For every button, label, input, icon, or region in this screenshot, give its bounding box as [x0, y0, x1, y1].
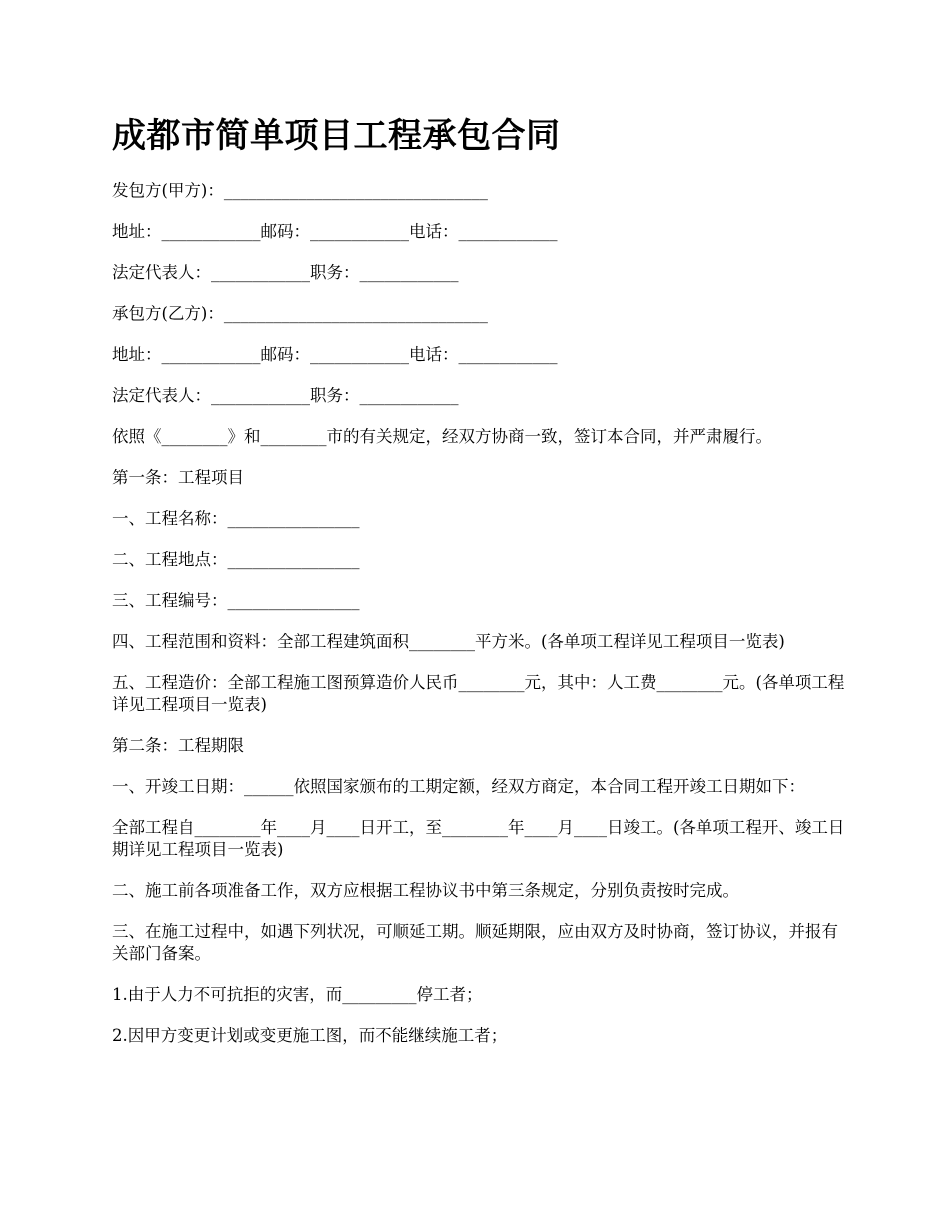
preamble-paragraph: 依照《________》和________市的有关规定，经双方协商一致，签订本合同，并严肃履行。: [112, 427, 772, 446]
document-page: [112, 112, 852, 1066]
party-b-line: 承包方(乙方)：________________________________: [112, 304, 488, 323]
schedule-paragraph: 全部工程自________年____月____日开工，至________年____月____日竣工。(各单项工程开、竣工日期详见工程项目一览表): [112, 818, 845, 859]
party-b-address-line: 地址：____________邮码：____________电话：____________: [112, 345, 558, 364]
party-b-representative-line: 法定代表人：____________职务：____________: [112, 386, 459, 405]
article-2-heading: 第二条：工程期限: [112, 736, 244, 755]
start-completion-paragraph: 一、开竣工日期：______依照国家颁布的工期定额，经双方商定，本合同工程开竣工日期如下：: [112, 777, 805, 796]
project-location-line: 二、工程地点：________________: [112, 550, 360, 569]
list-item-2: 2.因甲方变更计划或变更施工图，而不能继续施工者；: [112, 1026, 508, 1045]
list-item-1: 1.由于人力不可抗拒的灾害，而_________停工者；: [112, 985, 483, 1004]
project-cost-paragraph: 五、工程造价：全部工程施工图预算造价人民币________元，其中：人工费________元。(各单项工程详见工程项目一览表): [112, 673, 845, 714]
party-a-representative-line: 法定代表人：____________职务：____________: [112, 263, 459, 282]
project-scope-paragraph: 四、工程范围和资料：全部工程建筑面积________平方米。(各单项工程详见工程项目一览表): [112, 632, 785, 651]
project-name-line: 一、工程名称：________________: [112, 509, 360, 528]
party-a-address-line: 地址：____________邮码：____________电话：____________: [112, 222, 558, 241]
preparation-paragraph: 二、施工前各项准备工作，双方应根据工程协议书中第三条规定，分别负责按时完成。: [112, 881, 739, 900]
party-a-line: 发包方(甲方)：________________________________: [112, 181, 488, 200]
article-1-heading: 第一条：工程项目: [112, 468, 244, 487]
extension-paragraph: 三、在施工过程中，如遇下列状况，可顺延工期。顺延期限，应由双方及时协商，签订协议，并报有关部门备案。: [112, 922, 838, 963]
document-title: 成都市简单项目工程承包合同: [112, 116, 561, 156]
project-number-line: 三、工程编号：________________: [112, 591, 360, 610]
